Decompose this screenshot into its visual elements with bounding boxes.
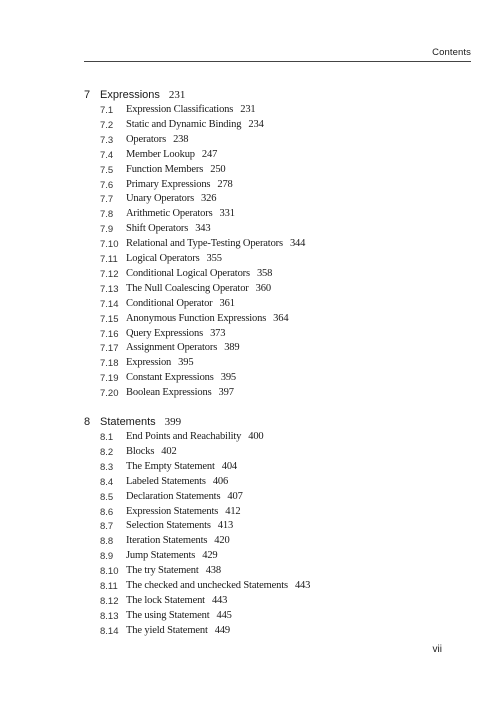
section-title xyxy=(126,565,221,576)
section-page: 429 xyxy=(202,550,218,562)
section-page: 326 xyxy=(201,193,217,205)
section-title xyxy=(126,238,305,249)
section-page: 443 xyxy=(294,580,311,591)
section-number: 7.12 xyxy=(100,268,119,280)
chapter-page: 231 xyxy=(168,89,186,101)
section-title-text: Labeled Statements xyxy=(126,475,206,487)
section-page: 400 xyxy=(248,431,264,442)
section-title xyxy=(126,283,271,294)
section-title xyxy=(126,104,256,115)
chapter-number: 7 xyxy=(84,89,91,101)
section-title xyxy=(126,446,177,457)
section-page: 361 xyxy=(219,297,235,309)
section-title xyxy=(126,595,227,606)
section-page: 438 xyxy=(205,565,221,577)
section-page: 412 xyxy=(225,505,241,517)
section-title xyxy=(126,208,235,219)
section-title xyxy=(126,387,234,398)
section-title xyxy=(126,179,233,190)
section-title-text: Expression Classifications xyxy=(126,104,234,115)
section-page: 331 xyxy=(219,208,235,220)
section-title-text: Boolean Expressions xyxy=(126,387,212,399)
section-number: 7.4 xyxy=(100,149,114,161)
section-number: 8.10 xyxy=(100,566,119,578)
section-title xyxy=(126,313,288,324)
section-title xyxy=(126,149,217,160)
section-title xyxy=(126,580,310,591)
section-number: 8.2 xyxy=(100,446,114,458)
section-page: 404 xyxy=(221,460,238,472)
section-title-text: Constant Expressions xyxy=(126,372,214,384)
section-page: 355 xyxy=(206,253,222,264)
section-page: 449 xyxy=(214,624,231,636)
section-page: 364 xyxy=(273,312,289,324)
section-title-text: Conditional Logical Operators xyxy=(126,267,250,279)
section-number: 7.10 xyxy=(100,239,119,251)
section-title-text: The checked and unchecked Statements xyxy=(126,580,288,591)
section-page: 247 xyxy=(201,148,218,160)
section-title-text: Static and Dynamic Binding xyxy=(126,118,242,130)
section-number: 8.8 xyxy=(100,536,114,548)
section-page: 250 xyxy=(210,163,226,175)
section-number: 8.3 xyxy=(100,461,114,473)
chapter-heading xyxy=(0,416,499,432)
section-title xyxy=(126,625,230,636)
chapter-title xyxy=(100,89,185,101)
section-page: 402 xyxy=(161,445,177,457)
section-page: 234 xyxy=(248,118,264,130)
section-title xyxy=(126,223,211,234)
chapter-8 xyxy=(0,416,499,637)
section-title-text: Declaration Statements xyxy=(126,490,221,502)
section-title xyxy=(126,372,236,383)
section-page: 395 xyxy=(220,372,237,384)
section-number: 7.16 xyxy=(100,328,119,340)
section-title-text: Assignment Operators xyxy=(126,342,218,354)
section-title-text: The using Statement xyxy=(126,609,210,621)
section-page: 231 xyxy=(240,104,256,115)
running-header xyxy=(84,47,471,62)
section-number: 7.17 xyxy=(100,343,119,355)
section-title-text: Expression xyxy=(126,357,172,369)
section-number: 7.1 xyxy=(100,105,114,116)
section-page: 360 xyxy=(255,282,271,294)
section-number: 8.9 xyxy=(100,551,114,563)
chapter-title-text: Expressions xyxy=(100,89,160,101)
section-title-text: Relational and Type-Testing Operators xyxy=(126,238,283,250)
section-page: 445 xyxy=(216,609,232,621)
section-title xyxy=(126,506,241,517)
section-title-text: Iteration Statements xyxy=(126,535,208,547)
section-title-text: Member Lookup xyxy=(126,148,195,160)
running-head-title: Contents xyxy=(432,47,471,58)
section-title xyxy=(126,193,216,204)
section-title xyxy=(126,342,240,353)
section-title-text: Logical Operators xyxy=(126,253,200,264)
section-number: 8.5 xyxy=(100,491,114,503)
section-number: 7.14 xyxy=(100,298,119,310)
section-page: 343 xyxy=(195,223,211,235)
section-title-text: The lock Statement xyxy=(126,594,205,606)
section-title xyxy=(126,298,235,309)
section-title-text: Conditional Operator xyxy=(126,297,213,309)
section-title xyxy=(126,491,243,502)
section-page: 397 xyxy=(218,387,234,399)
section-title xyxy=(126,476,228,487)
section-page: 413 xyxy=(217,520,234,532)
section-page: 443 xyxy=(211,594,228,606)
chapter-title-text: Statements xyxy=(100,416,156,428)
section-title-text: The Null Coalescing Operator xyxy=(126,282,249,294)
section-title-text: Selection Statements xyxy=(126,520,211,532)
section-page: 358 xyxy=(256,267,273,279)
section-number: 7.7 xyxy=(100,194,114,206)
section-page: 389 xyxy=(224,342,240,354)
section-title xyxy=(126,461,237,472)
section-number: 8.13 xyxy=(100,610,119,622)
section-page: 395 xyxy=(178,357,194,369)
section-title xyxy=(126,328,225,339)
section-title xyxy=(126,134,188,145)
chapter-heading xyxy=(0,89,499,105)
section-page: 278 xyxy=(217,178,233,190)
section-number: 7.3 xyxy=(100,134,114,146)
section-number: 7.5 xyxy=(100,164,114,176)
section-number: 7.15 xyxy=(100,313,119,325)
section-title-text: Shift Operators xyxy=(126,223,189,235)
section-title xyxy=(126,610,232,621)
section-title xyxy=(126,520,233,531)
section-number: 7.8 xyxy=(100,209,114,221)
section-number: 7.19 xyxy=(100,373,119,385)
section-title-text: The try Statement xyxy=(126,565,199,577)
chapter-7 xyxy=(0,89,499,400)
section-number: 8.1 xyxy=(100,432,114,443)
section-number: 8.4 xyxy=(100,476,114,488)
section-title xyxy=(126,253,222,264)
section-number: 7.13 xyxy=(100,283,119,295)
section-number: 8.6 xyxy=(100,506,114,518)
section-title-text: End Points and Reachability xyxy=(126,431,242,442)
section-title-text: The Empty Statement xyxy=(126,460,215,472)
page-folio: vii xyxy=(432,644,442,655)
section-title-text: Arithmetic Operators xyxy=(126,208,213,220)
section-title-text: The yield Statement xyxy=(126,624,208,636)
chapter-number: 8 xyxy=(84,416,91,428)
section-title-text: Jump Statements xyxy=(126,550,196,562)
section-page: 344 xyxy=(289,238,306,250)
section-page: 406 xyxy=(212,475,229,487)
section-title xyxy=(126,164,226,175)
section-title-text: Function Members xyxy=(126,163,204,175)
section-number: 7.20 xyxy=(100,388,119,400)
section-title xyxy=(126,119,264,130)
section-number: 7.11 xyxy=(100,254,118,265)
chapter-title xyxy=(100,416,181,428)
section-title xyxy=(126,357,193,368)
section-title xyxy=(126,268,272,279)
section-number: 8.11 xyxy=(100,581,118,592)
section-title-text: Blocks xyxy=(126,445,155,457)
section-title xyxy=(126,431,264,442)
section-title-text: Operators xyxy=(126,133,167,145)
section-page: 238 xyxy=(173,133,189,145)
section-title-text: Anonymous Function Expressions xyxy=(126,312,267,324)
section-number: 7.6 xyxy=(100,179,114,191)
section-page: 420 xyxy=(214,535,230,547)
section-number: 7.9 xyxy=(100,224,114,236)
section-number: 7.2 xyxy=(100,119,114,131)
section-number: 8.12 xyxy=(100,595,119,607)
section-number: 8.7 xyxy=(100,521,114,533)
section-title xyxy=(126,535,230,546)
section-number: 7.18 xyxy=(100,358,119,370)
section-title-text: Query Expressions xyxy=(126,327,204,339)
section-title-text: Expression Statements xyxy=(126,505,219,517)
chapter-page: 399 xyxy=(164,416,182,428)
section-title-text: Primary Expressions xyxy=(126,178,211,190)
section-page: 407 xyxy=(227,490,243,502)
section-title-text: Unary Operators xyxy=(126,193,195,205)
section-title xyxy=(126,550,218,561)
section-page: 373 xyxy=(210,327,226,339)
section-number: 8.14 xyxy=(100,625,119,637)
